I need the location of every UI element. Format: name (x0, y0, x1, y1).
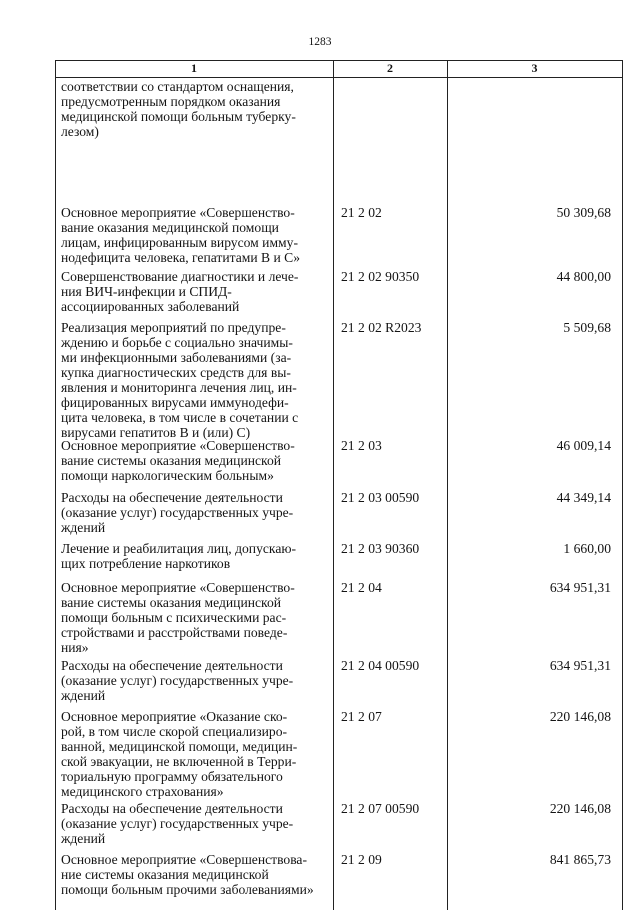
description-line: лезом) (61, 124, 99, 139)
description-line: вание системы оказания медицинской (61, 453, 282, 468)
row-code: 21 2 07 (341, 709, 382, 724)
row-code: 21 2 03 (341, 438, 382, 453)
row-code: 21 2 02 R2023 (341, 320, 422, 335)
row-code: 21 2 02 90350 (341, 269, 420, 284)
row-amount: 44 800,00 (556, 269, 611, 284)
row-description (61, 658, 333, 703)
row-amount: 46 009,14 (556, 438, 611, 453)
header-col-2: 2 (387, 61, 393, 75)
row-amount: 220 146,08 (549, 801, 611, 816)
description-line: предусмотренным порядком оказания (61, 94, 281, 109)
row-amount: 634 951,31 (549, 580, 611, 595)
description-line: Совершенствование диагностики и лече- (61, 269, 299, 284)
row-description (61, 580, 333, 655)
row-amount: 50 309,68 (556, 205, 611, 220)
description-line: ассоциированных заболеваний (61, 299, 240, 314)
description-line: купка диагностических средств для вы- (61, 365, 291, 380)
description-line: Основное мероприятие «Оказание ско- (61, 709, 288, 724)
description-line: ние системы оказания медицинской (61, 867, 269, 882)
column-border-1-2 (333, 60, 334, 910)
row-code: 21 2 04 (341, 580, 382, 595)
row-code: 21 2 09 (341, 852, 382, 867)
description-line: (оказание услуг) государственных учре- (61, 816, 294, 831)
row-description (61, 852, 333, 897)
row-amount: 220 146,08 (549, 709, 611, 724)
description-line: Расходы на обеспечение деятельности (61, 801, 283, 816)
description-line: (оказание услуг) государственных учре- (61, 505, 294, 520)
description-line: ждений (61, 831, 106, 846)
row-code: 21 2 03 00590 (341, 490, 420, 505)
table-header (55, 61, 623, 77)
description-line: Реализация мероприятий по предупре- (61, 320, 286, 335)
description-line: ми инфекционными заболеваниями (за- (61, 350, 292, 365)
description-line: явления и мониторинга лечения лиц, ин- (61, 380, 297, 395)
description-line: соответствии со стандартом оснащения, (61, 79, 294, 94)
description-line: ния» (61, 640, 89, 655)
description-line: Основное мероприятие «Совершенствова- (61, 852, 307, 867)
description-line: ской эвакуации, не включенной в Терри- (61, 754, 297, 769)
description-line: ждений (61, 520, 106, 535)
page-number: 1283 (308, 36, 332, 48)
row-description (61, 541, 333, 571)
description-line: помощи наркологическим больным» (61, 468, 274, 483)
description-line: медицинского страхования» (61, 784, 224, 799)
row-code: 21 2 02 (341, 205, 382, 220)
row-amount: 634 951,31 (549, 658, 611, 673)
row-description (61, 79, 333, 139)
row-description (61, 205, 333, 265)
description-line: Расходы на обеспечение деятельности (61, 490, 283, 505)
description-line: медицинской помощи больным туберку- (61, 109, 296, 124)
description-line: цита человека, в том числе в сочетании с (61, 410, 299, 425)
header-col-3: 3 (531, 61, 538, 75)
row-description (61, 320, 333, 440)
row-description (61, 801, 333, 846)
description-line: Основное мероприятие «Совершенство- (61, 205, 295, 220)
row-description (61, 490, 333, 535)
header-bottom-border (55, 77, 623, 78)
description-line: (оказание услуг) государственных учре- (61, 673, 294, 688)
description-line: рой, в том числе скорой специализиро- (61, 724, 288, 739)
row-description (61, 709, 333, 799)
row-amount: 1 660,00 (563, 541, 611, 556)
description-line: нодефицита человека, гепатитами В и С» (61, 250, 301, 265)
description-line: фицированных вирусами иммунодефи- (61, 395, 289, 410)
description-line: ждению и борьбе с социально значимы- (61, 335, 293, 350)
description-line: щих потребление наркотиков (61, 556, 231, 571)
description-line: Расходы на обеспечение деятельности (61, 658, 283, 673)
description-line: ния ВИЧ-инфекции и СПИД- (61, 284, 232, 299)
column-border-2-3 (447, 60, 448, 910)
description-line: Основное мероприятие «Совершенство- (61, 580, 295, 595)
description-line: помощи больным прочими заболеваниями» (61, 882, 314, 897)
description-line: Основное мероприятие «Совершенство- (61, 438, 295, 453)
row-description (61, 269, 333, 314)
header-col-1: 1 (191, 61, 197, 75)
row-code: 21 2 03 90360 (341, 541, 420, 556)
budget-table (55, 60, 623, 910)
description-line: ждений (61, 688, 106, 703)
description-line: ванной, медицинской помощи, медицин- (61, 739, 298, 754)
row-code: 21 2 07 00590 (341, 801, 420, 816)
column-border-right (622, 60, 623, 910)
description-line: вание оказания медицинской помощи (61, 220, 279, 235)
description-line: лицам, инфицированным вирусом имму- (61, 235, 298, 250)
description-line: помощи больным с психическими рас- (61, 610, 287, 625)
column-border-left (55, 60, 56, 910)
row-amount: 5 509,68 (563, 320, 611, 335)
description-line: ториальную программу обязательного (61, 769, 283, 784)
description-line: вирусами гепатитов В и (или) С) (61, 425, 251, 440)
description-line: Лечение и реабилитация лиц, допускаю- (61, 541, 297, 556)
row-code: 21 2 04 00590 (341, 658, 420, 673)
description-line: вание системы оказания медицинской (61, 595, 282, 610)
row-amount: 841 865,73 (549, 852, 611, 867)
row-description (61, 438, 333, 483)
description-line: стройствами и расстройствами поведе- (61, 625, 288, 640)
row-amount: 44 349,14 (556, 490, 611, 505)
